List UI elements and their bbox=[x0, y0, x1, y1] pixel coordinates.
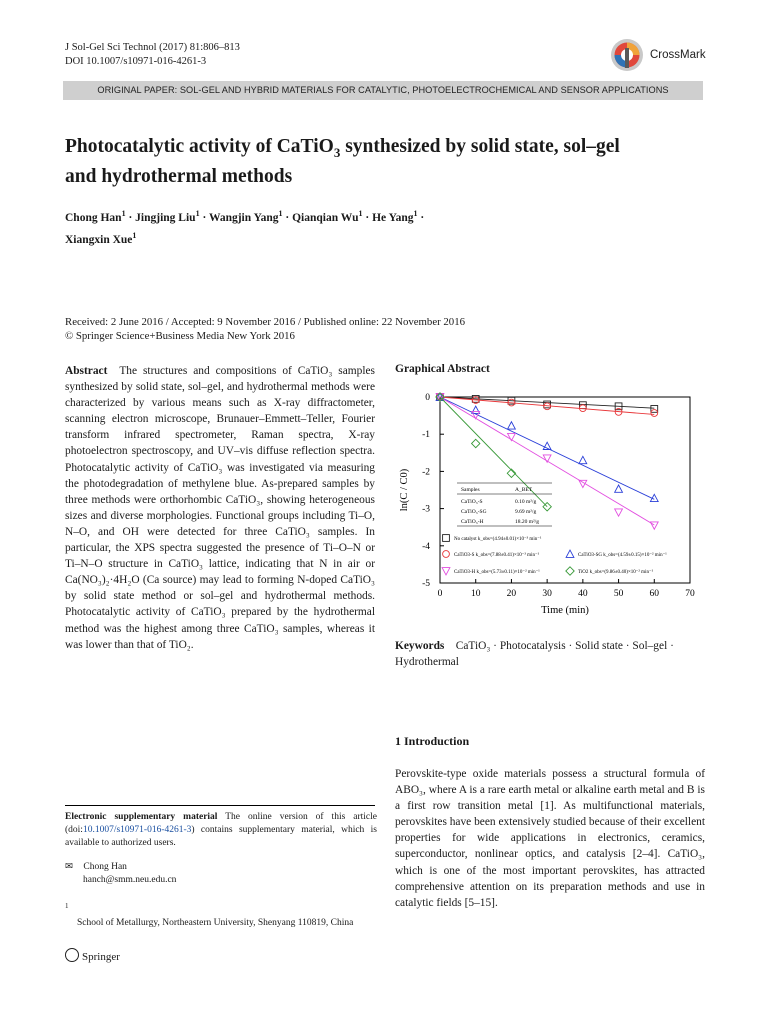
affiliation: $^1$ School of Metallurgy, Northeastern University, Shenyang 110819, China bbox=[65, 902, 354, 929]
article-category-banner: ORIGINAL PAPER: SOL-GEL AND HYBRID MATERIALS FOR CATALYTIC, PHOTOELECTROCHEMICAL AND SENSOR APPLICATIONS bbox=[63, 81, 703, 100]
inset-table-cell: 0.10 m²/g bbox=[515, 499, 537, 505]
author-name[interactable]: He Yang bbox=[372, 211, 414, 224]
data-point bbox=[472, 439, 480, 447]
inset-table-cell: CaTiO₃-H bbox=[461, 519, 484, 525]
introduction-text: Perovskite-type oxide materials possess a structural formula of ABO₃, where A is a rare earth metal or alkaline earth metal and B is a first row transition metal [1]. As multifunctional materials, perovskites have been extensively studied because of their excellent properties for wide applications in electronics, ceramics, superconductor, nonlinear optics, and catalysis [2–4]. CaTiO₃, which is one of the most important perovskites, has attracted comprehensive attention on its preparation methods and use in catalytic fields [5–15]. bbox=[395, 768, 705, 909]
article-title: Photocatalytic activity of CaTiO$_3$ synthesized by solid state, sol–gel and hydrothermal methods bbox=[65, 136, 620, 187]
springer-horse-icon bbox=[65, 948, 79, 962]
publisher-logo: Springer bbox=[65, 948, 120, 963]
legend-marker bbox=[443, 551, 450, 558]
legend-label: CaTiO3-SG k_obs=(4.59±0.15)×10⁻² min⁻¹ bbox=[578, 553, 667, 559]
data-point bbox=[651, 406, 658, 413]
journal-citation: J Sol-Gel Sci Technol (2017) 81:806–813 bbox=[65, 42, 240, 53]
author-name[interactable]: Chong Han bbox=[65, 211, 122, 224]
abstract-text: The structures and compositions of CaTiO₃ samples synthesized by solid state, sol–gel, and hydrothermal methods were characterized by various means such as X-ray diffractometer, scanning electron microscope, Brunauer–Emmett–Teller, Fourier transform infrared spectrometer, Raman spectra, X-ray photoelectron spectroscopy, and UV–vis diffuse reflection spectra. Photocatalytic activity of CaTiO₃ was investigated via measuring the photodegradation of methylene blue. As-prepared samples by three methods were orthorhombic CaTiO₃, showing heterogeneous sizes and diverse morphologies. Functional groups including Ti–O, N–O, and OH were detected for three CaTiO₃ samples. In particular, the XPS spectra suggested the presence of Ti–O–N or Ti–N–O structure in CaTiO₃ lattice, indicating that N in air or Ca(NO₃)₂·4H₂O (Ca source) may lead to forming N-doped CaTiO₃ by solid state method or sol–gel and hydrothermal methods. Photocatalytic activity of CaTiO₃ prepared by the hydrothermal method was the highest among three CaTiO₃ samples, whereas it was lower than that of TiO₂. bbox=[65, 365, 375, 651]
graphical-abstract-heading: Graphical Abstract bbox=[395, 363, 490, 375]
data-point bbox=[651, 410, 658, 417]
keyword: Sol–gel bbox=[632, 640, 668, 652]
abstract bbox=[65, 363, 375, 653]
legend-marker bbox=[566, 567, 574, 575]
footnote-rule bbox=[65, 805, 375, 806]
legend-label: TiO2 k_obs=(9.86±0.40)×10⁻² min⁻¹ bbox=[578, 570, 654, 576]
x-tick-label: 20 bbox=[506, 589, 517, 599]
y-tick-label: -1 bbox=[422, 430, 430, 441]
legend-marker bbox=[442, 568, 450, 575]
x-tick-label: 40 bbox=[578, 589, 588, 599]
x-tick-label: 70 bbox=[685, 589, 695, 599]
y-axis-label: ln(C / C0) bbox=[399, 468, 410, 512]
data-point bbox=[615, 509, 623, 516]
x-tick-label: 50 bbox=[613, 589, 624, 599]
y-tick-label: -4 bbox=[422, 541, 430, 552]
author-name[interactable]: Jingjing Liu bbox=[135, 211, 196, 224]
x-axis-label: Time (min) bbox=[541, 605, 589, 616]
crossmark-label[interactable]: CrossMark bbox=[650, 49, 706, 61]
correspondence bbox=[65, 861, 176, 887]
inset-table-header: Samples bbox=[461, 487, 480, 493]
author-list: Chong Han$^1$ · Jingjing Liu$^1$ · Wangjin Yang$^1$ · Qianqian $Wu^1 \cdot He$ Yang$^1$ · Xiangxin Xue$^1$ bbox=[65, 209, 425, 246]
envelope-icon: ✉ bbox=[65, 862, 73, 872]
data-point bbox=[615, 485, 623, 492]
legend-marker bbox=[566, 550, 574, 557]
keyword: Photocatalysis bbox=[499, 640, 566, 652]
graphical-abstract-chart bbox=[385, 385, 705, 625]
legend-label: CaTiO3-S k_obs=(7.88±0.41)×10⁻³ min⁻¹ bbox=[454, 553, 540, 559]
legend-marker bbox=[443, 535, 450, 542]
author-name[interactable]: Xiangxin Xue bbox=[65, 233, 133, 246]
x-tick-label: 10 bbox=[470, 589, 481, 599]
inset-table-cell: 18.20 m²/g bbox=[515, 519, 539, 525]
author-name[interactable]: Wangjin Yang bbox=[208, 211, 279, 224]
legend-label: CaTiO3-H k_obs=(5.73±0.11)×10⁻² min⁻¹ bbox=[454, 570, 540, 576]
x-tick-label: 0 bbox=[437, 589, 443, 599]
author-name[interactable]: Qianqian Wu bbox=[292, 211, 359, 224]
doi-link[interactable]: 10.1007/s10971-016-4261-3 bbox=[82, 825, 192, 835]
inset-table-header: A_BET bbox=[515, 487, 533, 493]
keyword: CaTiO₃ bbox=[455, 640, 491, 652]
inset-table-cell: CaTiO₃-S bbox=[461, 499, 483, 505]
x-tick-label: 60 bbox=[649, 589, 660, 599]
y-tick-label: -3 bbox=[422, 504, 430, 515]
legend-label: No catalyst k_obs=(4.94±0.01)×10⁻³ min⁻¹ bbox=[454, 537, 542, 543]
corresponding-email[interactable]: hanch@smm.neu.edu.cn bbox=[83, 875, 177, 885]
x-tick-label: 30 bbox=[542, 589, 552, 599]
y-tick-label: -5 bbox=[422, 579, 430, 589]
keyword: Solid state bbox=[575, 640, 623, 652]
supplementary-note: Electronic supplementary material The online version of this article (doi:10.1007/s10971-016-4261-3) contains supplementary material, which is available to authorized users. bbox=[65, 812, 377, 848]
abstract-heading: Abstract bbox=[65, 365, 108, 377]
copyright-notice: © Springer Science+Business Media New York 2016 bbox=[65, 330, 295, 342]
journal-doi: DOI 10.1007/s10971-016-4261-3 bbox=[65, 56, 207, 67]
inset-table-cell: CaTiO₃-SG bbox=[461, 509, 487, 515]
crossmark-icon[interactable] bbox=[610, 38, 644, 72]
corresponding-author: Chong Han bbox=[83, 862, 127, 872]
data-point bbox=[508, 422, 516, 429]
y-tick-label: 0 bbox=[425, 393, 430, 403]
keywords: Keywords CaTiO₃ · Photocatalysis · Solid state · Sol–gel · Hydrothermal bbox=[395, 640, 674, 669]
article-dates: Received: 2 June 2016 / Accepted: 9 November 2016 / Published online: 22 November 2016 bbox=[65, 316, 466, 328]
fit-line bbox=[440, 397, 654, 525]
introduction-heading: 1 Introduction bbox=[395, 734, 470, 748]
keyword: Hydrothermal bbox=[395, 656, 459, 669]
data-point bbox=[579, 456, 587, 463]
inset-table-cell: 9.69 m²/g bbox=[515, 509, 537, 515]
y-tick-label: -2 bbox=[422, 467, 430, 478]
